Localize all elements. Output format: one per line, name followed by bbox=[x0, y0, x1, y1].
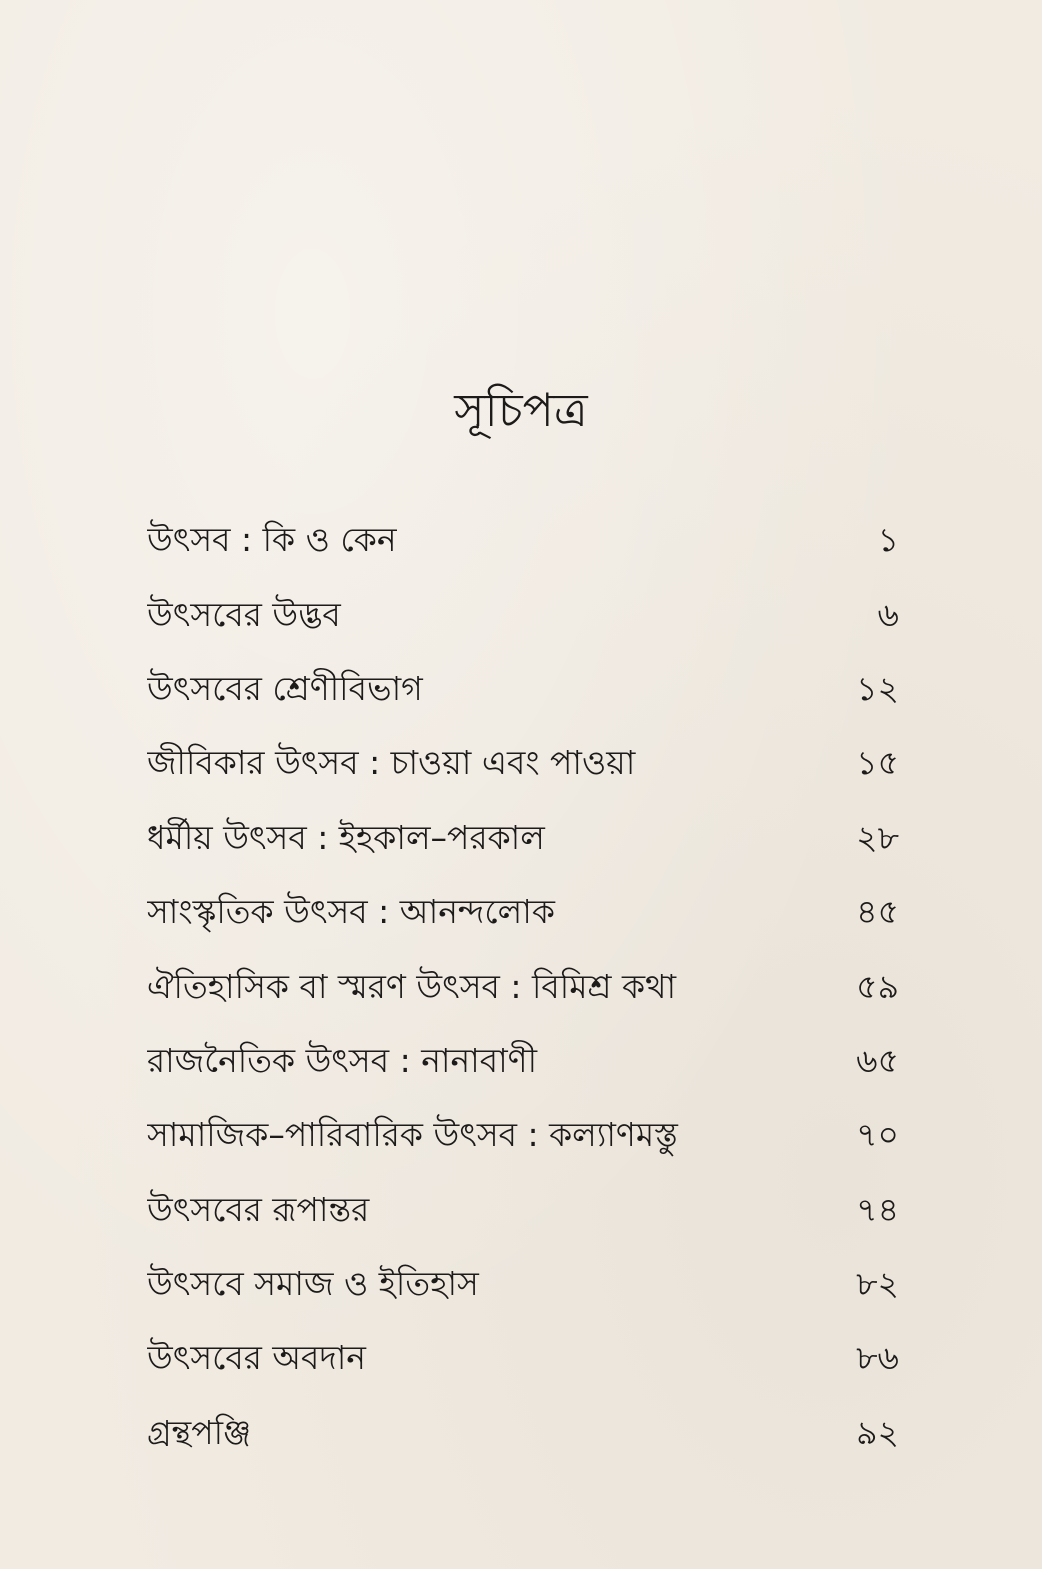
toc-entry bbox=[147, 1247, 899, 1321]
toc-entry bbox=[147, 577, 899, 651]
toc-entry-title: উৎসবের উদ্ভব bbox=[147, 594, 341, 634]
toc-entry bbox=[147, 949, 899, 1023]
toc-entry-page: ৭০ bbox=[856, 1115, 899, 1155]
toc-entry-page: ৬৫ bbox=[856, 1040, 899, 1080]
toc-entry bbox=[147, 1173, 899, 1247]
toc-entry-title: রাজনৈতিক উৎসব : নানাবাণী bbox=[147, 1040, 538, 1080]
toc-entry bbox=[147, 726, 899, 800]
toc-entry bbox=[147, 1321, 899, 1395]
toc-entry bbox=[147, 875, 899, 949]
toc-entry-title: গ্রন্থপঞ্জি bbox=[147, 1412, 252, 1452]
toc-entry-title: ঐতিহাসিক বা স্মরণ উৎসব : বিমিশ্র কথা bbox=[147, 966, 677, 1006]
toc-entry-page: ১২ bbox=[856, 668, 899, 708]
toc-entry-page: ৪৫ bbox=[856, 892, 899, 932]
toc-entry-title: জীবিকার উৎসব : চাওয়া এবং পাওয়া bbox=[147, 743, 636, 783]
toc-entry-title: উৎসবের অবদান bbox=[147, 1338, 366, 1378]
toc-entry-title: উৎসবে সমাজ ও ইতিহাস bbox=[147, 1264, 479, 1304]
toc-entry-page: ২৮ bbox=[856, 817, 899, 857]
toc-entry-page: ৮৬ bbox=[856, 1338, 899, 1378]
toc-entry-title: উৎসবের রূপান্তর bbox=[147, 1189, 370, 1229]
toc-entry-title: ধর্মীয় উৎসব : ইহকাল–পরকাল bbox=[147, 817, 545, 857]
toc-entry-page: ১ bbox=[877, 520, 899, 560]
toc-entry-title: সামাজিক–পারিবারিক উৎসব : কল্যাণমস্তু bbox=[147, 1115, 678, 1155]
toc-entry bbox=[147, 801, 899, 875]
toc-entry bbox=[147, 1098, 899, 1172]
toc-entry-title: উৎসবের শ্রেণীবিভাগ bbox=[147, 668, 423, 708]
toc-entry-page: ৯২ bbox=[856, 1412, 899, 1452]
toc-entry-page: ৭৪ bbox=[856, 1189, 899, 1229]
toc-entry bbox=[147, 1396, 899, 1470]
toc-entry-title: সাংস্কৃতিক উৎসব : আনন্দলোক bbox=[147, 892, 555, 932]
toc-entry-page: ১৫ bbox=[856, 743, 899, 783]
toc-entry-page: ৫৯ bbox=[856, 966, 899, 1006]
toc-entry-page: ৮২ bbox=[856, 1264, 899, 1304]
toc-entry bbox=[147, 503, 899, 577]
toc-entry bbox=[147, 1024, 899, 1098]
toc-entry bbox=[147, 652, 899, 726]
toc-entry-title: উৎসব : কি ও কেন bbox=[147, 520, 397, 560]
toc-entry-page: ৬ bbox=[877, 594, 899, 634]
table-of-contents bbox=[147, 503, 899, 1470]
page-title: সূচিপত্র bbox=[454, 383, 588, 437]
